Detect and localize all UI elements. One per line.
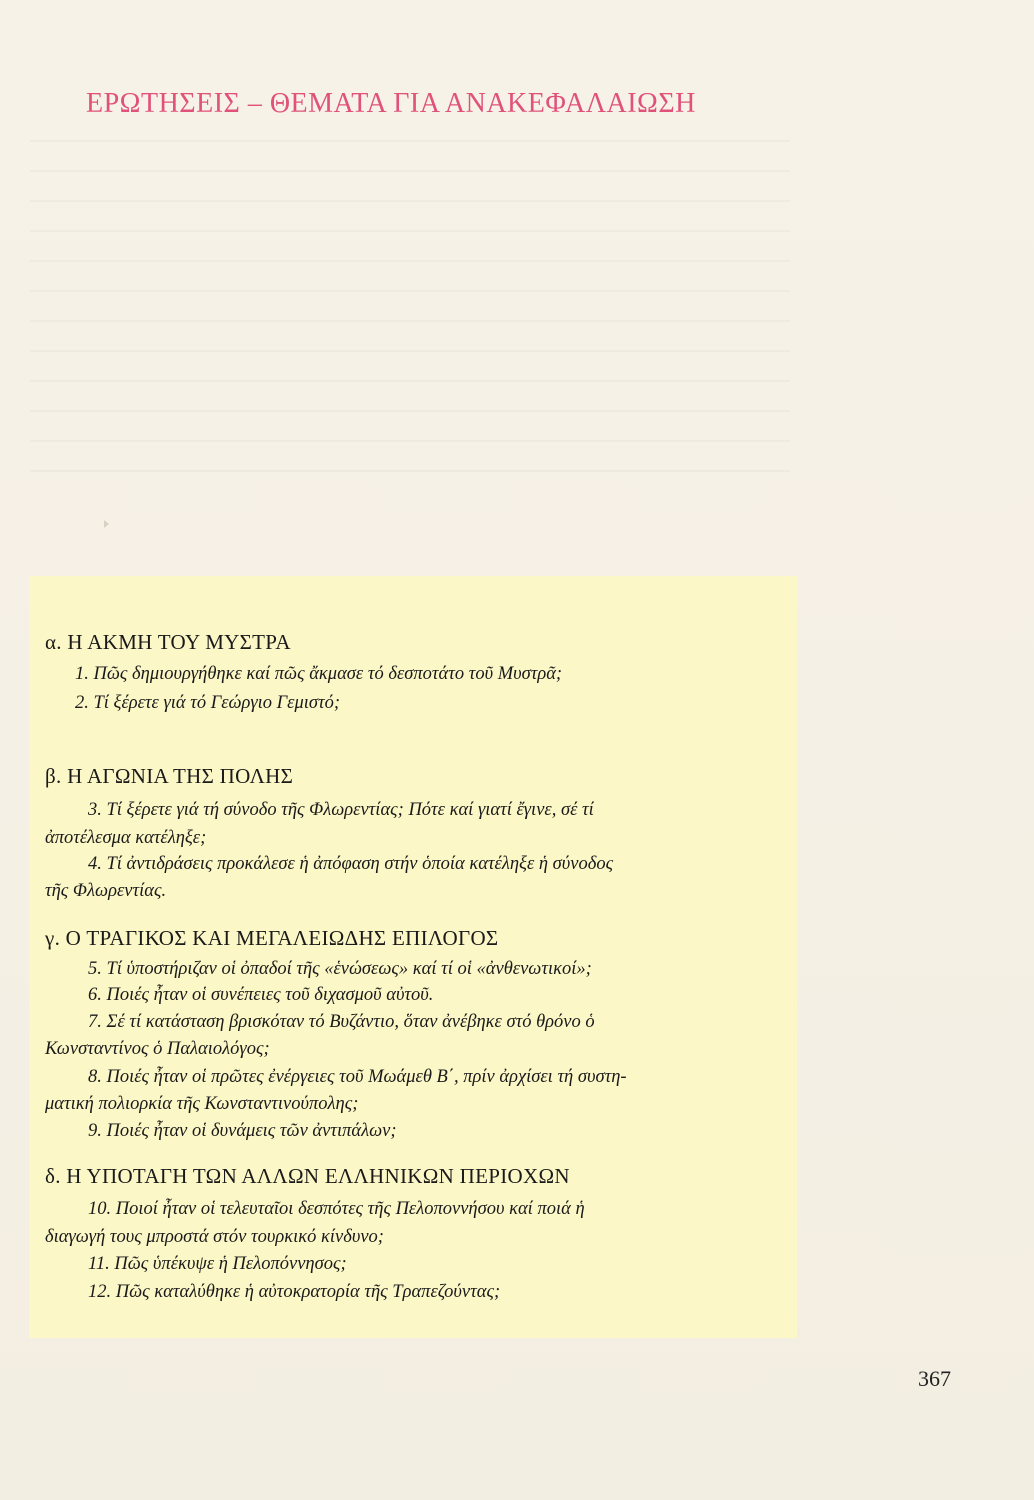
question-7-line-2: Κωνσταντίνος ὁ Παλαιολόγος; [45, 1039, 270, 1059]
page-title: ΕΡΩΤΗΣΕΙΣ – ΘΕΜΑΤΑ ΓΙΑ ΑΝΑΚΕΦΑΛΑΙΩΣΗ [86, 88, 696, 119]
question-9: 9. Ποιές ἦταν οἱ δυνάμεις τῶν ἀντιπάλων; [88, 1121, 397, 1141]
question-4-line-2: τῆς Φλωρεντίας. [45, 881, 167, 901]
section-heading-a: α. Η ΑΚΜΗ ΤΟΥ ΜΥΣΤΡΑ [45, 630, 291, 654]
question-11: 11. Πῶς ὑπέκυψε ἡ Πελοπόννησος; [88, 1254, 347, 1274]
question-1: 1. Πῶς δημιουργήθηκε καί πῶς ἄκμασε τό δεσποτάτο τοῦ Μυστρᾶ; [75, 664, 563, 684]
question-5: 5. Τί ὑποστήριζαν οἱ ὀπαδοί τῆς «ἑνώσεως» καί τί οἱ «ἀνθενωτικοί»; [88, 959, 592, 979]
question-3-line-1: 3. Τί ξέρετε γιά τή σύνοδο τῆς Φλωρεντίας; Πότε καί γιατί ἔγινε, σέ τί [88, 800, 594, 820]
question-8-line-1: 8. Ποιές ἦταν οἱ πρῶτες ἐνέργειες τοῦ Μωάμεθ Β΄, πρίν ἀρχίσει τή συστη- [88, 1067, 627, 1087]
question-10-line-2: διαγωγή τους μπροστά στόν τουρκικό κίνδυνο; [45, 1227, 384, 1247]
question-2: 2. Τί ξέρετε γιά τό Γεώργιο Γεμιστό; [75, 693, 341, 713]
section-heading-d: δ. Η ΥΠΟΤΑΓΗ ΤΩΝ ΑΛΛΩΝ ΕΛΛΗΝΙΚΩΝ ΠΕΡΙΟΧΩΝ [45, 1164, 570, 1188]
question-4-line-1: 4. Τί ἀντιδράσεις προκάλεσε ἡ ἀπόφαση στήν ὁποία κατέληξε ἡ σύνοδος [88, 854, 614, 874]
question-10-line-1: 10. Ποιοί ἦταν οἱ τελευταῖοι δεσπότες τῆς Πελοποννήσου καί ποιά ἡ [88, 1199, 585, 1219]
section-heading-c: γ. Ο ΤΡΑΓΙΚΟΣ ΚΑΙ ΜΕΓΑΛΕΙΩΔΗΣ ΕΠΙΛΟΓΟΣ [45, 926, 499, 950]
question-12: 12. Πῶς καταλύθηκε ἡ αὐτοκρατορία τῆς Τραπεζούντας; [88, 1282, 501, 1302]
section-heading-b: β. Η ΑΓΩΝΙΑ ΤΗΣ ΠΟΛΗΣ [45, 764, 294, 788]
page-number: 367 [918, 1366, 951, 1391]
question-3-line-2: ἀποτέλεσμα κατέληξε; [45, 828, 207, 848]
bleed-through-area [30, 140, 790, 500]
bullet-mark [104, 520, 109, 528]
question-8-line-2: ματική πολιορκία τῆς Κωνσταντινούπολης; [45, 1094, 359, 1114]
question-6: 6. Ποιές ἦταν οἱ συνέπειες τοῦ διχασμοῦ αὐτοῦ. [88, 985, 434, 1005]
question-7-line-1: 7. Σέ τί κατάσταση βρισκόταν τό Βυζάντιο, ὅταν ἀνέβηκε στό θρόνο ὁ [88, 1012, 595, 1032]
